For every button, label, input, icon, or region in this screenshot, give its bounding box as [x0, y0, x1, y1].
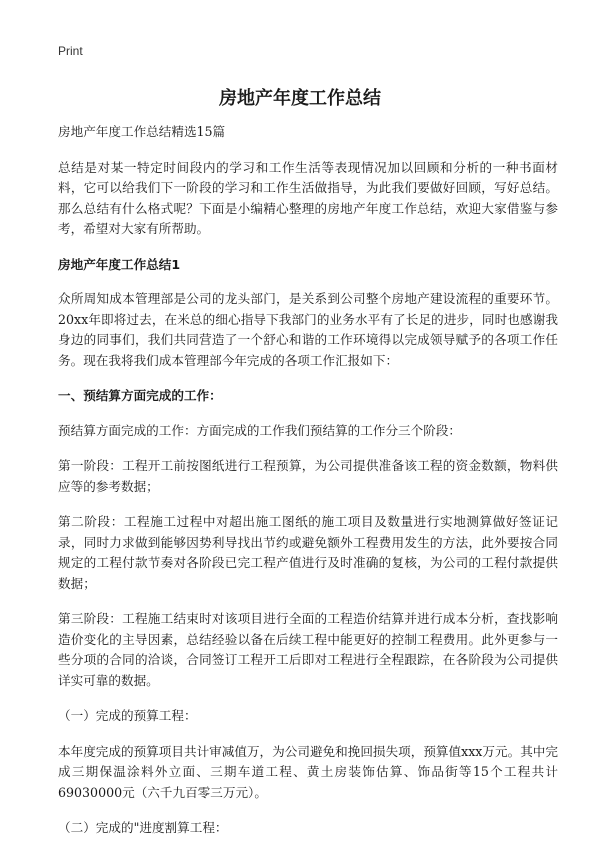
stage-2-paragraph: 第二阶段：工程施工过程中对超出施工图纸的施工项目及数量进行实地测算做好签证记录，同时力求做到能够因势利导找出节约或避免额外工程费用发生的方法，此外要按合同规定的工程付款节奏对各阶段已完工程产值进行及时准确的复核，为公司的工程付款提供数据； — [58, 514, 558, 591]
section-paragraph: 众所周知成本管理部是公司的龙头部门，是关系到公司整个房地产建设流程的重要环节。20xx年即将过去，在米总的细心指导下我部门的业务水平有了长足的进步，同时也感谢我身边的同事们，我们共同营造了一个舒心和谐的工作环境得以完成领导赋予的各项工作任务。现在我将我们成本管理部今年完成的各项工作汇报如下： — [58, 291, 558, 368]
stage-3-paragraph: 第三阶段：工程施工结束时对该项目进行全面的工程造价结算并进行成本分析，查找影响造价变化的主导因素，总结经验以备在后续工程中能更好的控制工程费用。此外更参与一些分项的合同的洽谈，合同签订工程开工后即对工程进行全程跟踪，在各阶段为公司提供详实可靠的数据。 — [58, 611, 558, 688]
budget-done-paragraph: 本年度完成的预算项目共计审减值万，为公司避免和挽回损失项，预算值xxx万元。其中完成三期保温涂料外立面、三期车道工程、黄土房装饰估算、饰品街等15个工程共计69030000元（六千九百零三万元）。 — [58, 743, 558, 800]
document-title: 房地产年度工作总结 — [219, 88, 381, 109]
sub-item-1: （一）完成的预算工程： — [58, 708, 197, 723]
print-label[interactable]: Print — [58, 44, 83, 58]
section-heading: 房地产年度工作总结1 — [58, 256, 181, 272]
sub-item-2: （二）完成的"进度割算工程： — [58, 820, 228, 835]
subheading: 一、预结算方面完成的工作： — [58, 388, 222, 403]
document-body — [58, 122, 558, 854]
intro-paragraph: 总结是对某一特定时间段内的学习和工作生活等表现情况加以回顾和分析的一种书面材料，它可以给我们下一阶段的学习和工作生活做指导，为此我们要做好回顾，写好总结。那么总结有什么格式呢？下面是小编精心整理的房地产年度工作总结，欢迎大家借鉴与参考，希望对大家有所帮助。 — [58, 159, 558, 236]
budget-intro-paragraph: 预结算方面完成的工作：方面完成的工作我们预结算的工作分三个阶段： — [58, 422, 461, 438]
stage-1-paragraph: 第一阶段：工程开工前按图纸进行工程预算，为公司提供准备该工程的资金数额，物料供应等的参考数据； — [58, 458, 558, 494]
document-subtitle: 房地产年度工作总结精选15篇 — [58, 124, 226, 139]
